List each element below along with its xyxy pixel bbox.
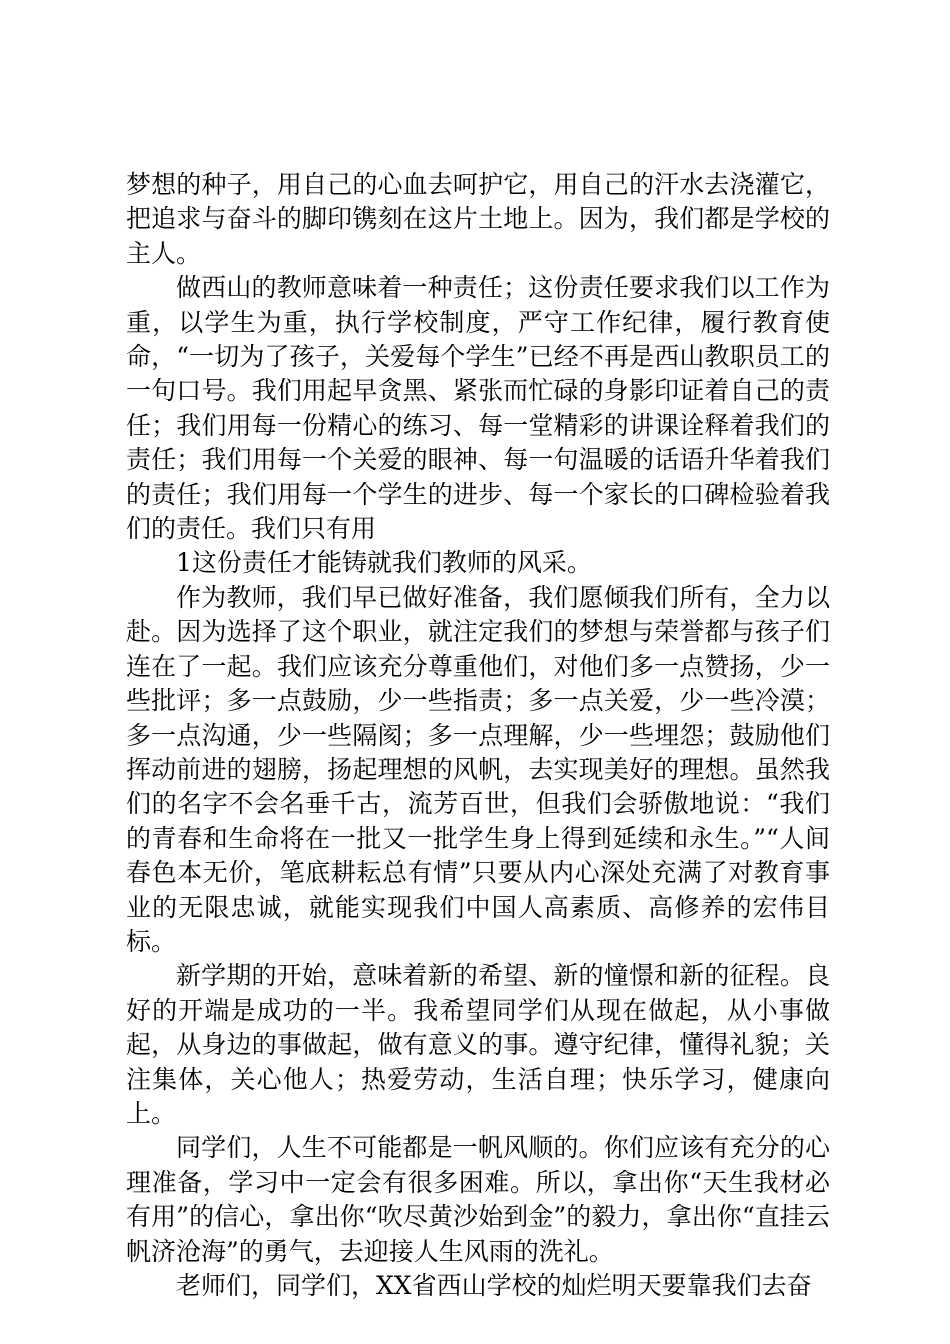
paragraph-students-life: 同学们，人生不可能都是一帆风顺的。你们应该有充分的心理准备，学习中一定会有很多困难。所以，拿出你“天生我材必有用”的信心，拿出你“吹尽黄沙始到金”的毅力，拿出你“直挂云帆济沧海”的勇气，去迎接人生风雨的洗礼。 <box>126 1133 830 1266</box>
paragraph-continuation: 梦想的种子，用自己的心血去呵护它，用自己的汗水去浇灌它，把追求与奋斗的脚印镌刻在这片土地上。因为，我们都是学校的主人。 <box>126 170 830 268</box>
paragraph-responsibility-ending: 1这份责任才能铸就我们教师的风采。 <box>176 548 592 578</box>
paragraph-closing: 老师们，同学们，XX省西山学校的灿烂明天要靠我们去奋 <box>176 1271 812 1300</box>
paragraph-new-semester: 新学期的开始，意味着新的希望、新的憧憬和新的征程。良好的开端是成功的一半。我希望同学们从现在做起，从小事做起，从身边的事做起，做有意义的事。遵守纪律，懂得礼貌；关注集体，关心他人；热爱劳动，生活自理；快乐学习，健康向上。 <box>126 961 830 1128</box>
paragraph-teacher-responsibility: 做西山的教师意味着一种责任；这份责任要求我们以工作为重，以学生为重，执行学校制度，严守工作纪律，履行教育使命，“一切为了孩子，关爱每个学生”已经不再是西山教职员工的一句口号。我们用起早贪黑、紧张而忙碌的身影印证着自己的责任；我们用每一份精心的练习、每一堂精彩的讲课诠释着我们的责任；我们用每一个关爱的眼神、每一句温暖的话语升华着我们的责任；我们用每一个学生的进步、每一个家长的口碑检验着我们的责任。我们只有用 <box>126 273 830 544</box>
document-body <box>126 168 830 1303</box>
paragraph-as-teachers: 作为教师，我们早已做好准备，我们愿倾我们所有，全力以赴。因为选择了这个职业，就注定我们的梦想与荣誉都与孩子们连在了一起。我们应该充分尊重他们，对他们多一点赞扬，少一些批评；多一点鼓励，少一些指责；多一点关爱，少一些冷漠；多一点沟通，少一些隔阂；多一点理解，少一些埋怨；鼓励他们挥动前进的翅膀，扬起理想的风帆，去实现美好的理想。虽然我们的名字不会名垂千古，流芳百世，但我们会骄傲地说：“我们的青春和生命将在一批又一批学生身上得到延续和永生。”“人间春色本无价，笔底耕耘总有情”只要从内心深处充满了对教育事业的无限忠诚，就能实现我们中国人高素质、高修养的宏伟目标。 <box>126 582 830 956</box>
